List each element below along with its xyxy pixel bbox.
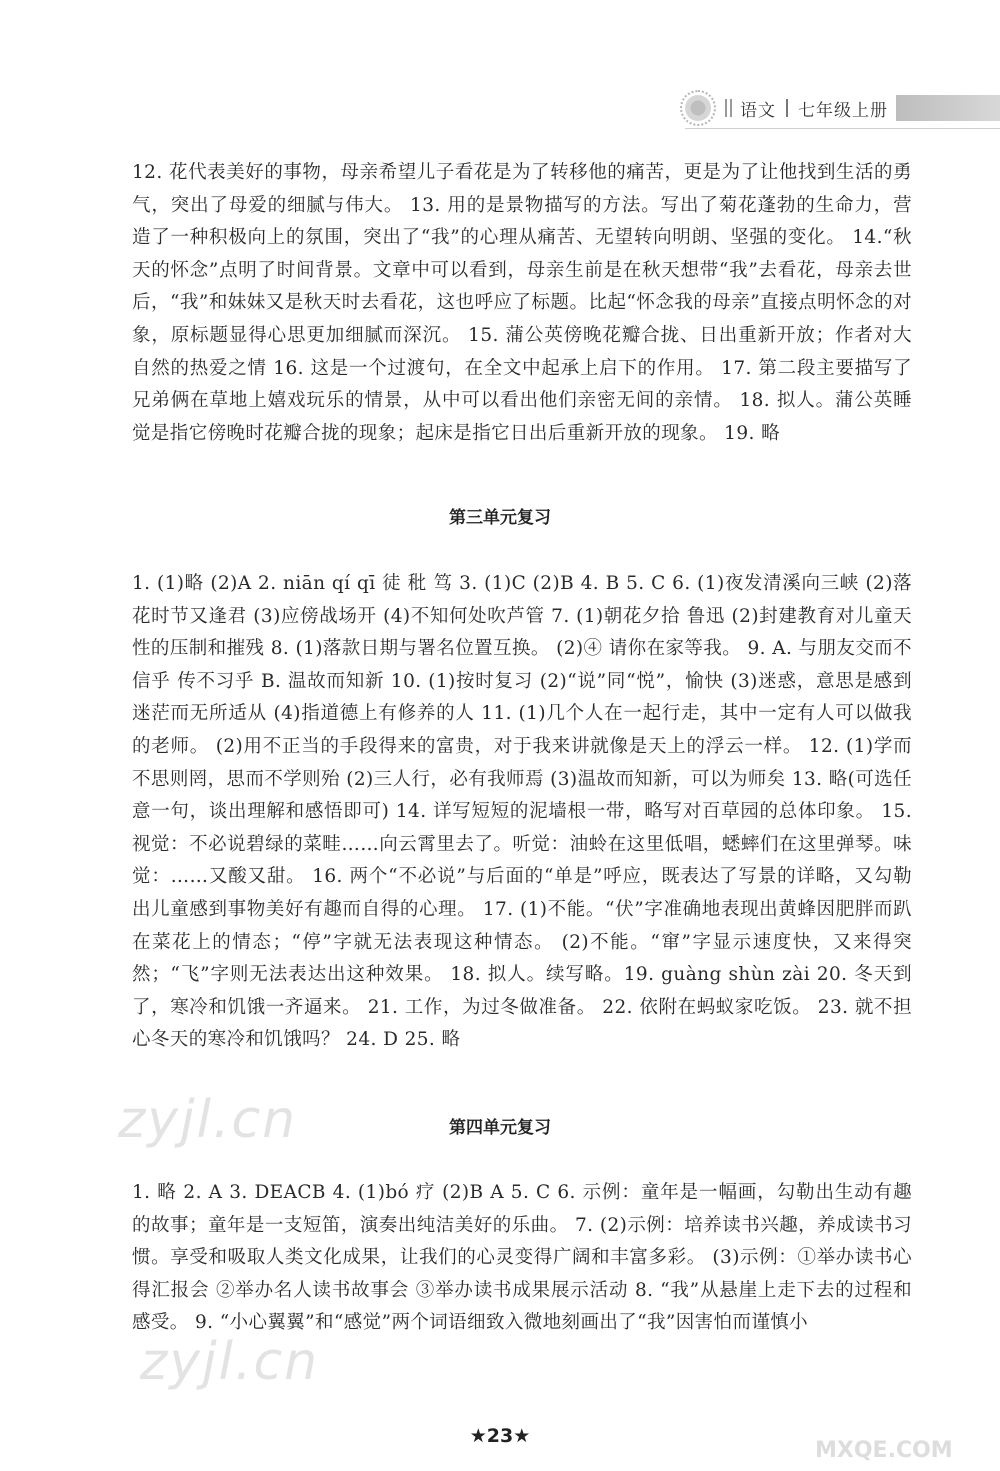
answers-prev-unit — [132, 157, 912, 450]
unit3-text: 1. (1)略 (2)A 2. niān qí qī 徒 秕 笃 3. (1)C (2)B 4. B 5. C 6. (1)夜发清溪向三峡 (2)落花时节又逢君 (3)应傍战场开 (4)不知何处吹芦管 7. (1)朝花夕拾 鲁迅 (2)封建教育对儿童天性的压制和摧残 8. (1)落款日期与署名位置互换。 (2)④ 请你在家等我。 9. A. 与朋友交而不信乎 传不习乎 B. 温故而知新 10. (1)按时复习 (2)“说”同“悦”，愉快 (3)迷惑，意思是感到迷茫而无所适从 (4)指道德上有修养的人 11. (1)几个人在一起行走，其中一定有人可以做我的老师。 (2)用不正当的手段得来的富贵，对于我来讲就像是天上的浮云一样。 12. (1)学而不思则罔，思而不学则殆 (2)三人行，必有我师焉 (3)温故而知新，可以为师矣 13. 略(可选任意一句，谈出理解和感悟即可) 14. 详写短短的泥墙根一带，略写对百草园的总体印象。 15. 视觉：不必说碧绿的菜畦……向云霄里去了。听觉：油蛉在这里低唱，蟋蟀们在这里弹琴。味觉：……又酸又甜。 16. 两个“不必说”与后面的“单是”呼应，既表达了写景的详略，又勾勒出儿童感到事物美好有趣而自得的心理。 17. (1)不能。“伏”字准确地表现出黄蜂因肥胖而趴在菜花上的情态；“停”字就无法表现这种情态。 (2)不能。“窜”字显示速度快，又来得突然；“飞”字则无法表达出这种效果。 18. 拟人。续写略。19. guàng shùn zài 20. 冬天到了，寒冷和饥饿一齐逼来。 21. 工作，为过冬做准备。 22. 依附在蚂蚁家吃饭。 23. 就不担心冬天的寒冷和饥饿吗？ 24. D 25. 略 — [132, 573, 919, 1051]
header-separator — [786, 99, 788, 117]
header-bar — [896, 95, 1000, 121]
unit4-text: 1. 略 2. A 3. DEACB 4. (1)bó 疗 (2)B A 5. C 6. 示例：童年是一幅画，勾勒出生动有趣的故事；童年是一支短笛，演奏出纯洁美好的乐曲。 7. (2)示例：培养读书兴趣，养成读书习惯。享受和吸取人类文化成果，让我们的心灵变得广阔和丰富多彩。 (3)示例：①举办读书心得汇报会 ②举办名人读书故事会 ③举办读书成果展示活动 8. “我”从悬崖上走下去的过程和感受。 9. “小心翼翼”和“感觉”两个词语细致入微地刻画出了“我”因害怕而谨慎小 — [132, 1182, 912, 1334]
header-subject: 语文 — [740, 100, 776, 121]
unit3-title: 第三单元复习 — [449, 508, 551, 528]
watermark-logo: zyjl.cn — [118, 1090, 298, 1150]
unit3-answers — [132, 568, 919, 1057]
unit4-title: 第四单元复习 — [449, 1118, 551, 1138]
watermark-logo-2: zyjl.cn — [140, 1332, 320, 1392]
sun-logo-icon — [685, 95, 711, 121]
unit4-answers — [132, 1177, 912, 1340]
page-header — [685, 86, 1000, 130]
header-grade: 七年级上册 — [798, 100, 888, 121]
header-rule — [685, 128, 1000, 129]
watermark-site: MXQE.COM — [815, 1438, 953, 1463]
answers-prev-text: 12. 花代表美好的事物，母亲希望儿子看花是为了转移他的痛苦，更是为了让他找到生活的勇气，突出了母爱的细腻与伟大。 13. 用的是景物描写的方法。写出了菊花蓬勃的生命力，营造了一种积极向上的氛围，突出了“我”的心理从痛苦、无望转向明朗、坚强的变化。 14.“秋天的怀念”点明了时间背景。文章中可以看到，母亲生前是在秋天想带“我”去看花，母亲去世后，“我”和妹妹又是秋天时去看花，这也呼应了标题。比起“怀念我的母亲”直接点明怀念的对象，原标题显得心思更加细腻而深沉。 15. 蒲公英傍晚花瓣合拢、日出重新开放；作者对大自然的热爱之情 16. 这是一个过渡句，在全文中起承上启下的作用。 17. 第二段主要描写了兄弟俩在草地上嬉戏玩乐的情景，从中可以看出他们亲密无间的亲情。 18. 拟人。蒲公英睡觉是指它傍晚时花瓣合拢的现象；起床是指它日出后重新开放的现象。 19. 略 — [132, 162, 912, 444]
page-number: ★23★ — [469, 1425, 531, 1447]
header-bars — [725, 99, 732, 117]
